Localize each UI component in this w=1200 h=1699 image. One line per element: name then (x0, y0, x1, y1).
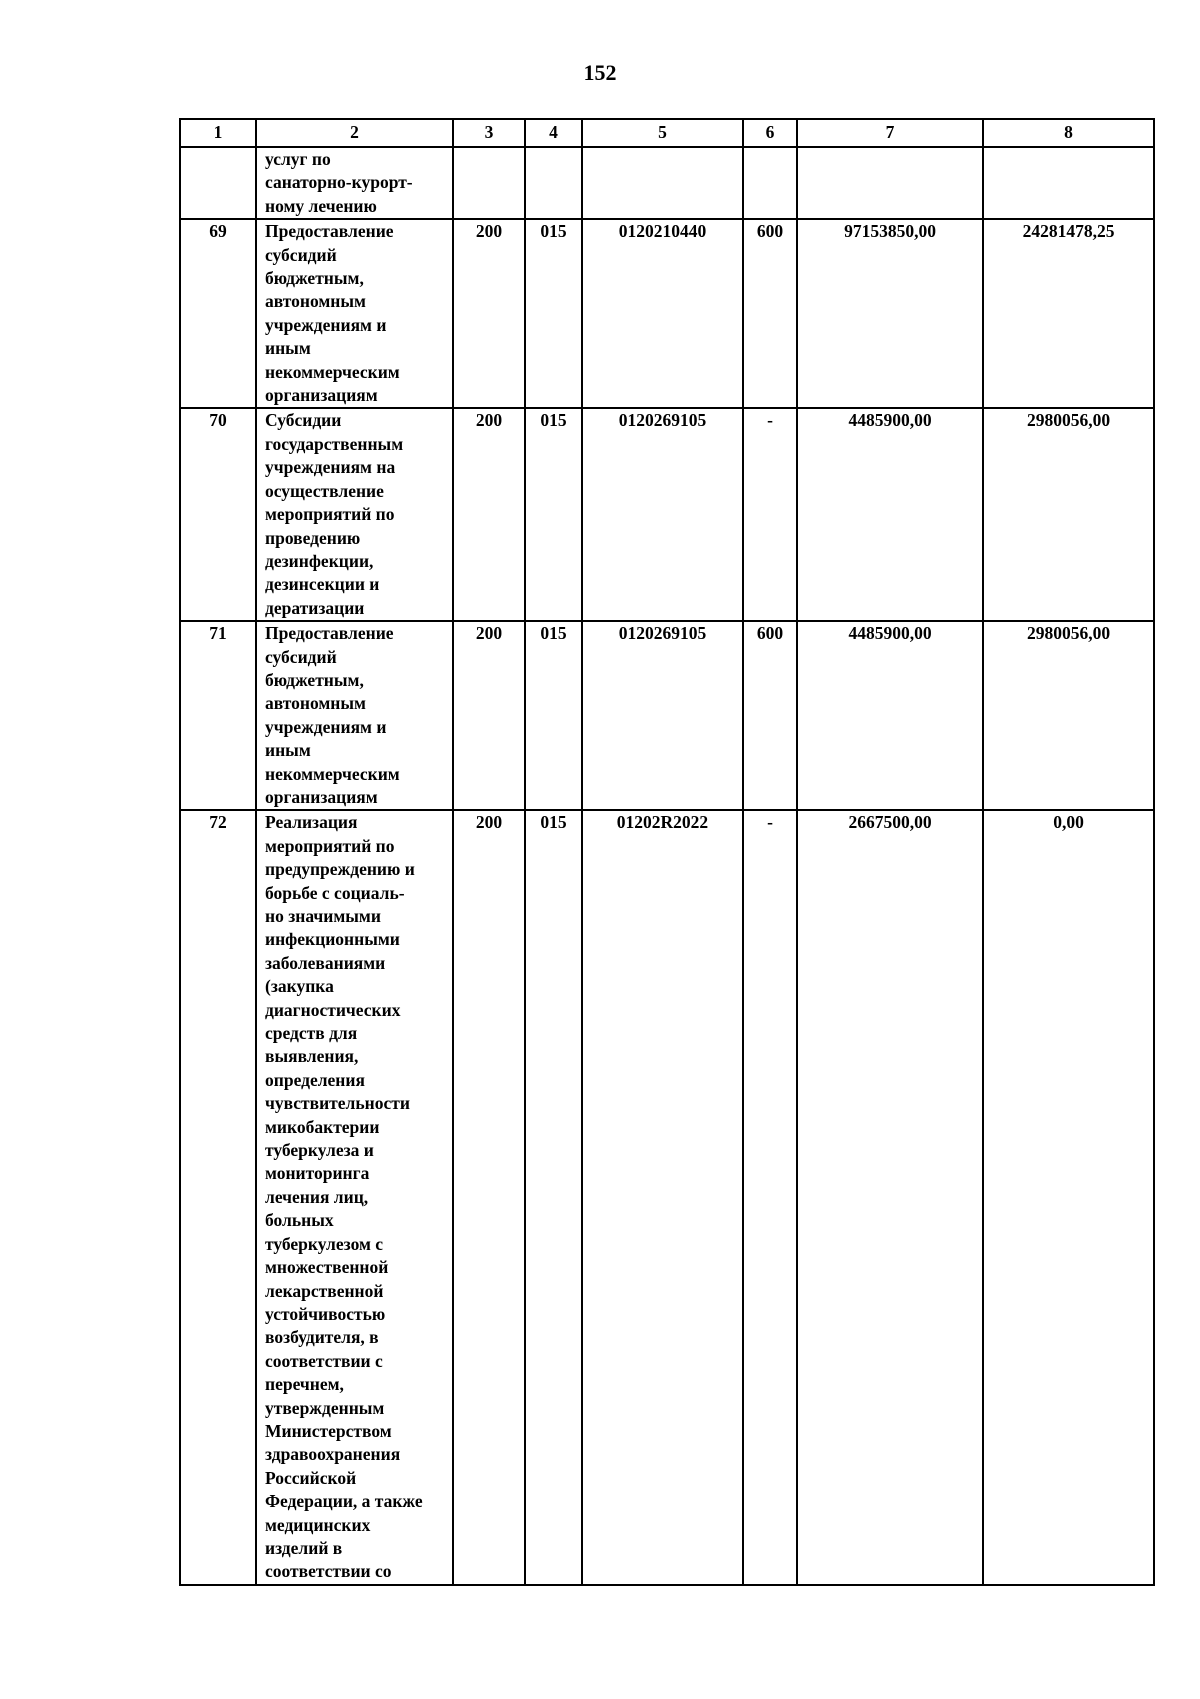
description-line: Министерством (265, 1420, 392, 1441)
description-line: организациям (265, 385, 378, 406)
description-line: предупреждению и (265, 859, 415, 880)
description-line: множественной (265, 1257, 389, 1278)
description-line: определения (265, 1069, 365, 1090)
description-line: Субсидии (265, 410, 342, 431)
description-line: Реализация (265, 812, 358, 833)
description-line: здравоохранения (265, 1444, 401, 1465)
cell-row-number: 71 (180, 621, 256, 810)
column-header: 8 (983, 119, 1154, 147)
description-line: государственным (265, 433, 404, 454)
description-line: возбудителя, в (265, 1327, 379, 1348)
description-line: больных (265, 1210, 334, 1231)
description-line: дератизации (265, 597, 365, 618)
table-row (180, 621, 1154, 810)
description-line: туберкулезом с (265, 1233, 384, 1254)
cell-code-4: 015 (525, 621, 582, 810)
cell-code-4: 015 (525, 810, 582, 1584)
table-row (180, 810, 1154, 1584)
cell-row-number (180, 147, 256, 219)
cell-amount-7: 2667500,00 (797, 810, 983, 1584)
column-header: 1 (180, 119, 256, 147)
description-line: перечнем, (265, 1374, 344, 1395)
description-line: Федерации, а также (265, 1491, 423, 1512)
cell-description (256, 219, 453, 408)
description-line: ному лечению (265, 195, 377, 216)
column-header: 4 (525, 119, 582, 147)
cell-code-3: 200 (453, 408, 525, 621)
description-line: дезинфекции, (265, 550, 374, 571)
description-line: соответствии со (265, 1561, 392, 1582)
cell-amount-8 (983, 147, 1154, 219)
cell-code-6: - (743, 408, 797, 621)
cell-code-6: - (743, 810, 797, 1584)
description-line: лекарственной (265, 1280, 384, 1301)
cell-code-5: 0120269105 (582, 621, 743, 810)
description-line: средств для (265, 1023, 358, 1044)
description-line: диагностических (265, 999, 401, 1020)
cell-code-5: 0120269105 (582, 408, 743, 621)
cell-amount-8: 2980056,00 (983, 408, 1154, 621)
cell-description (256, 621, 453, 810)
description-line: (закупка (265, 976, 334, 997)
page-number: 152 (583, 60, 617, 85)
description-line: учреждениям на (265, 457, 396, 478)
cell-code-3: 200 (453, 621, 525, 810)
description-line: бюджетным, (265, 669, 364, 690)
cell-amount-8: 24281478,25 (983, 219, 1154, 408)
cell-code-6: 600 (743, 219, 797, 408)
description-line: Российской (265, 1467, 357, 1488)
cell-row-number: 70 (180, 408, 256, 621)
cell-amount-7: 4485900,00 (797, 408, 983, 621)
column-header: 2 (256, 119, 453, 147)
description-line: автономным (265, 693, 366, 714)
column-header: 6 (743, 119, 797, 147)
description-line: борьбе с социаль- (265, 882, 405, 903)
description-line: Предоставление (265, 221, 394, 242)
description-line: микобактерии (265, 1116, 380, 1137)
cell-amount-7: 97153850,00 (797, 219, 983, 408)
description-line: соответствии с (265, 1350, 383, 1371)
description-line: услуг по (265, 149, 331, 169)
cell-amount-7 (797, 147, 983, 219)
description-line: учреждениям и (265, 314, 387, 335)
description-line: бюджетным, (265, 268, 364, 289)
cell-code-4: 015 (525, 219, 582, 408)
description-line: осуществление (265, 480, 384, 501)
table-row (180, 408, 1154, 621)
column-header: 3 (453, 119, 525, 147)
cell-code-5 (582, 147, 743, 219)
description-line: мероприятий по (265, 835, 395, 856)
cell-code-3 (453, 147, 525, 219)
description-line: туберкулеза и (265, 1140, 374, 1161)
cell-code-5: 01202R2022 (582, 810, 743, 1584)
column-header: 5 (582, 119, 743, 147)
cell-code-3: 200 (453, 219, 525, 408)
description-line: некоммерческим (265, 361, 400, 382)
description-line: дезинсекции и (265, 574, 380, 595)
cell-description (256, 408, 453, 621)
cell-code-5: 0120210440 (582, 219, 743, 408)
table-header-row (180, 119, 1154, 147)
description-line: выявления, (265, 1046, 359, 1067)
description-line: учреждениям и (265, 716, 387, 737)
cell-description (256, 810, 453, 1584)
cell-description (256, 147, 453, 219)
description-line: иным (265, 338, 311, 359)
description-line: утвержденным (265, 1397, 385, 1418)
column-header: 7 (797, 119, 983, 147)
description-line: медицинских (265, 1514, 371, 1535)
description-line: но значимыми (265, 906, 381, 926)
description-line: чувствительности (265, 1093, 410, 1114)
description-line: иным (265, 740, 311, 761)
description-line: санаторно-курорт- (265, 172, 413, 193)
description-line: субсидий (265, 244, 337, 265)
cell-code-4 (525, 147, 582, 219)
table-row (180, 147, 1154, 219)
cell-amount-7: 4485900,00 (797, 621, 983, 810)
description-line: организациям (265, 786, 378, 807)
cell-code-3: 200 (453, 810, 525, 1584)
cell-code-6: 600 (743, 621, 797, 810)
budget-table (179, 118, 1155, 1586)
description-line: субсидий (265, 646, 337, 667)
cell-row-number: 69 (180, 219, 256, 408)
description-line: устойчивостью (265, 1303, 386, 1324)
cell-code-6 (743, 147, 797, 219)
description-line: мониторинга (265, 1163, 370, 1184)
description-line: автономным (265, 291, 366, 312)
description-line: изделий в (265, 1537, 343, 1558)
description-line: проведению (265, 527, 361, 548)
description-line: заболеваниями (265, 952, 386, 973)
description-line: некоммерческим (265, 763, 400, 784)
description-line: инфекционными (265, 929, 400, 950)
cell-amount-8: 2980056,00 (983, 621, 1154, 810)
cell-row-number: 72 (180, 810, 256, 1584)
description-line: мероприятий по (265, 504, 395, 525)
description-line: лечения лиц, (265, 1186, 369, 1207)
cell-amount-8: 0,00 (983, 810, 1154, 1584)
description-line: Предоставление (265, 623, 394, 644)
cell-code-4: 015 (525, 408, 582, 621)
table-row (180, 219, 1154, 408)
